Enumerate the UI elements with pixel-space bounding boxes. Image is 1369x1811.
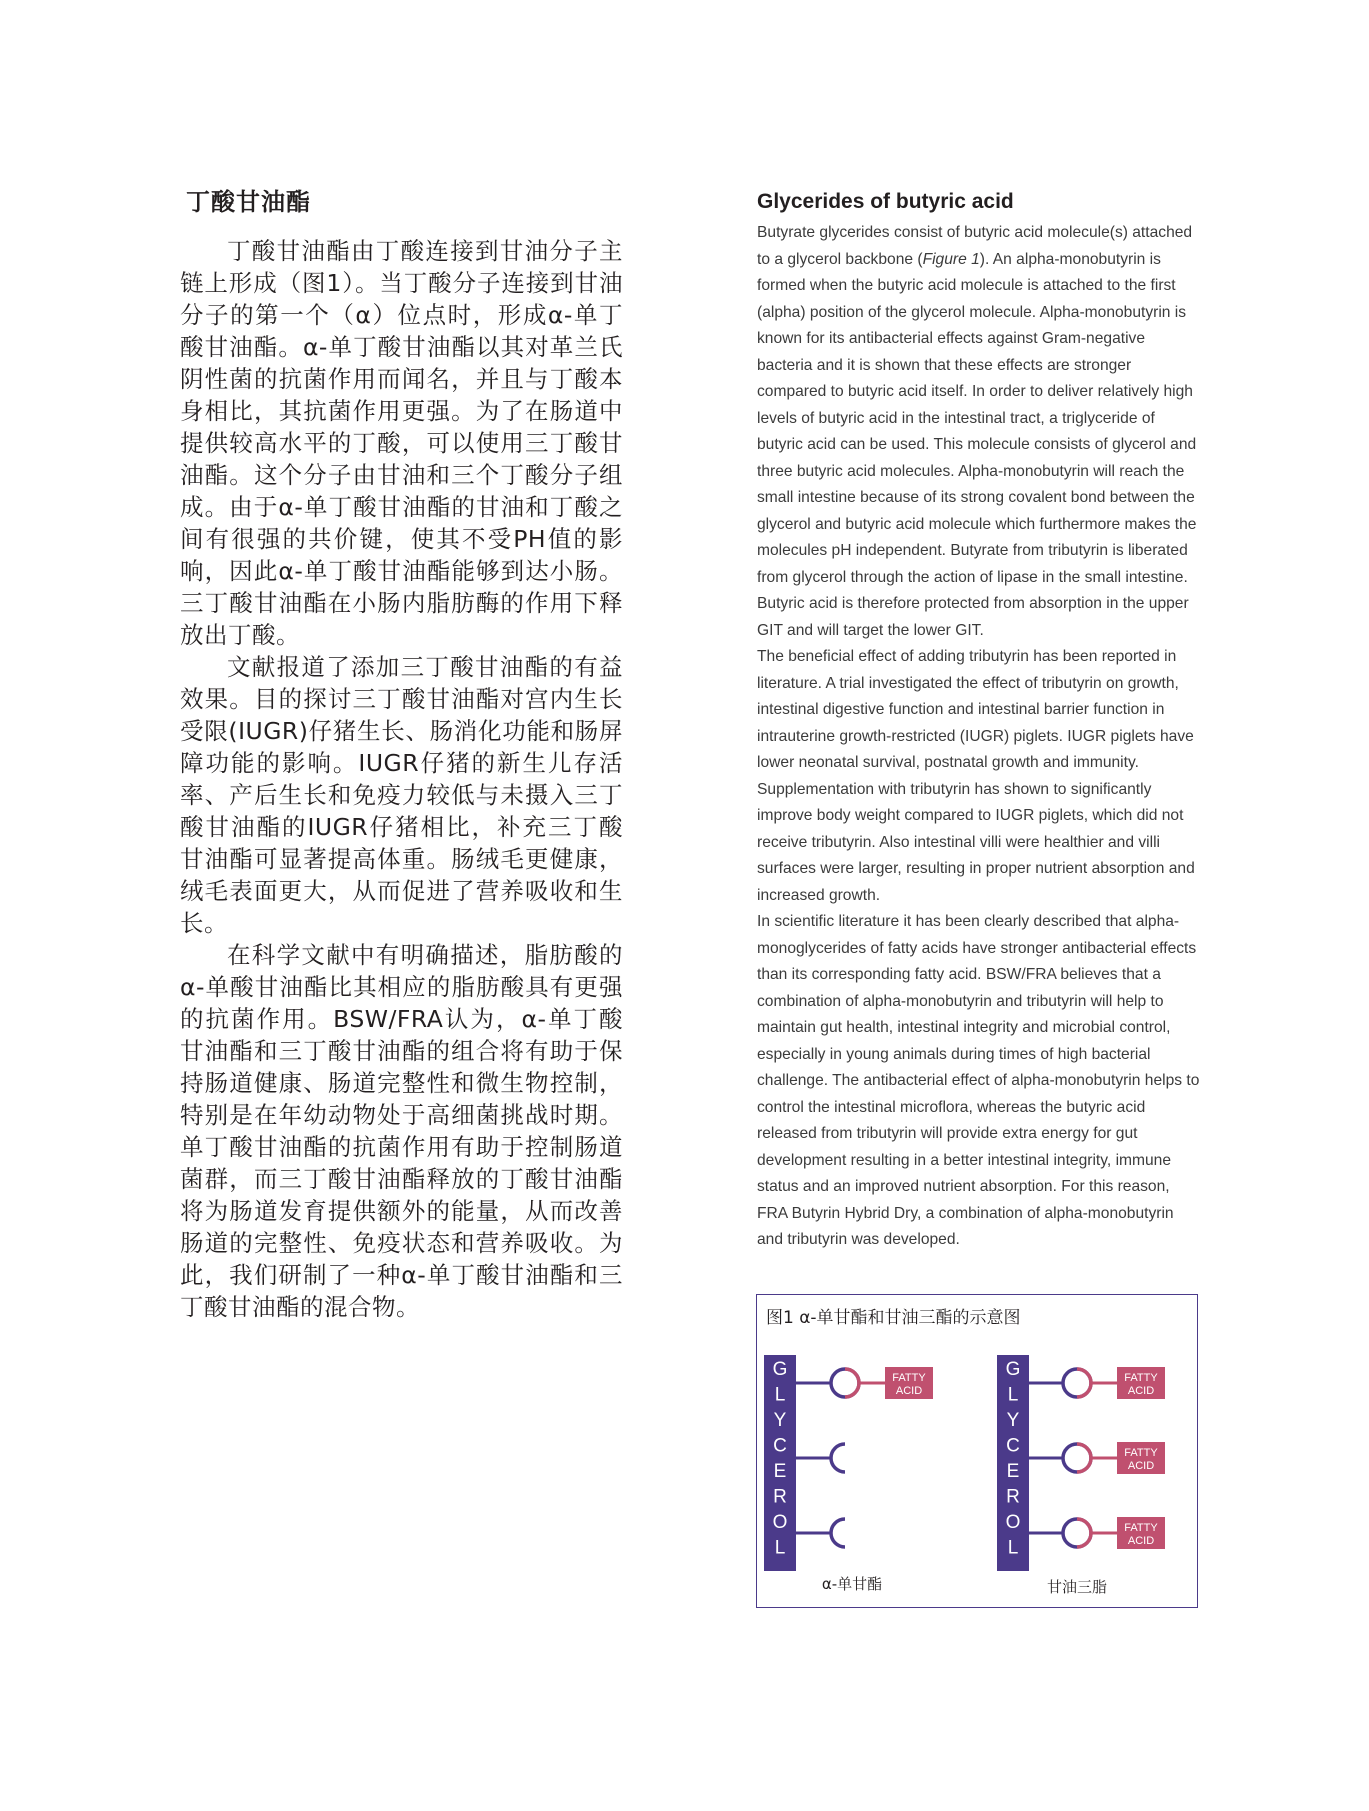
monoglyceride-label: α-单甘酯	[821, 1575, 883, 1593]
glycerol-letter: C	[773, 1435, 787, 1457]
glycerol-letter: L	[774, 1384, 786, 1406]
fatty-acid-label-line2: ACID	[1127, 1535, 1155, 1547]
fatty-acid-label-line2: ACID	[1127, 1385, 1155, 1397]
glycerol-letter: O	[772, 1512, 788, 1533]
glycerol-letter: G	[772, 1359, 788, 1380]
glycerol-letter: R	[1006, 1486, 1020, 1508]
fatty-acid-label-line2: ACID	[895, 1385, 923, 1397]
english-paragraph-1-start: Butyrate glycerides consist of butyric acid molecule(s) attached to a glycerol backbone (	[757, 224, 1193, 268]
fatty-acid-label-line1: FATTY	[1124, 1522, 1158, 1534]
open-hydroxyl-arc	[831, 1444, 845, 1472]
english-paragraph-2: The beneficial effect of adding tributyrin has been reported in literature. A trial investigated the effect of tributyrin on growth, intestinal digestive function and intestinal barrier function in intrauterine growth-restricted (IUGR) piglets. IUGR piglets have lower neonatal survival, postnatal growth and immunity. Supplementation with tributyrin has shown to significantly improve body weight compared to IUGR piglets, which did not receive tributyrin. Also intestinal villi were healthier and villi surfaces were larger, resulting in proper nutrient absorption and increased growth.	[757, 648, 1195, 904]
english-paragraph-1-end: ). An alpha-monobutyrin is formed when the butyric acid molecule is attached to the first (alpha) position of the glycerol molecule. Alpha-monobutyrin is known for its antibacterial effects against Gram-negative bacteria and it is shown that these effects are stronger compared to butyric acid itself. In order to deliver relatively high levels of butyric acid in the intestinal tract, a triglyceride of butyric acid can be used. This molecule consists of glycerol and three butyric acid molecules. Alpha-monobutyrin will reach the small intestine because of its strong covalent bond between the glycerol and butyric acid molecule which furthermore makes the molecules pH independent. Butyrate from tributyrin is liberated from glycerol through the action of lipase in the small intestine. Butyric acid is therefore protected from absorption in the upper GIT and will target the lower GIT.	[757, 250, 1197, 639]
triglyceride-label: 甘油三脂	[1046, 1578, 1108, 1596]
glycerol-letter: Y	[1006, 1410, 1020, 1431]
fatty-acid-label-line1: FATTY	[892, 1372, 926, 1384]
english-paragraph-3: In scientific literature it has been clearly described that alpha-monoglycerides of fatty acids have stronger antibacterial effects than its corresponding fatty acid. BSW/FRA believes that a combination of alpha-monobutyrin and tributyrin will help to maintain gut health, intestinal integrity and microbial control, especially in young animals during times of high bacterial challenge. The antibacterial effect of alpha-monobutyrin helps to control the intestinal microflora, whereas the butyric acid released from tributyrin will provide extra energy for gut development resulting in a better intestinal integrity, immune status and an improved nutrient absorption. For this reason, FRA Butyrin Hybrid Dry, a combination of alpha-monobutyrin and tributyrin was developed.	[757, 913, 1200, 1248]
english-paragraph-1	[757, 220, 1202, 644]
glyceride-diagram	[757, 1295, 1199, 1609]
glycerol-letter: L	[1007, 1537, 1019, 1559]
chinese-column	[180, 182, 623, 1323]
fatty-acid-label-line1: FATTY	[1124, 1447, 1158, 1459]
glycerol-letter: C	[1006, 1435, 1020, 1457]
chinese-paragraph-2: 文献报道了添加三丁酸甘油酯的有益效果。目的探讨三丁酸甘油酯对宫内生长受限(IUGR)仔猪生长、肠消化功能和肠屏障功能的影响。IUGR仔猪的新生儿存活率、产后生长和免疫力较低与未摄入三丁酸甘油酯的IUGR仔猪相比，补充三丁酸甘油酯可显著提高体重。肠绒毛更健康，绒毛表面更大，从而促进了营养吸收和生长。	[180, 653, 623, 937]
fatty-acid-label-line2: ACID	[1127, 1460, 1155, 1472]
glycerol-letter: R	[773, 1486, 787, 1508]
fatty-acid-label-line1: FATTY	[1124, 1372, 1158, 1384]
glycerol-letter: E	[1006, 1461, 1020, 1482]
open-hydroxyl-arc	[831, 1519, 845, 1547]
figure-reference: Figure 1	[922, 250, 980, 268]
figure-1	[756, 1294, 1198, 1608]
english-heading: Glycerides of butyric acid	[757, 190, 1014, 213]
chinese-paragraph-3: 在科学文献中有明确描述，脂肪酸的α-单酸甘油酯比其相应的脂肪酸具有更强的抗菌作用。BSW/FRA认为，α-单丁酸甘油酯和三丁酸甘油酯的组合将有助于保持肠道健康、肠道完整性和微生物控制，特别是在年幼动物处于高细菌挑战时期。单丁酸甘油酯的抗菌作用有助于控制肠道菌群，而三丁酸甘油酯释放的丁酸甘油酯将为肠道发育提供额外的能量，从而改善肠道的完整性、免疫状态和营养吸收。为此，我们研制了一种α-单丁酸甘油酯和三丁酸甘油酯的混合物。	[180, 941, 623, 1321]
chinese-heading: 丁酸甘油酯	[186, 188, 311, 216]
chinese-paragraph-1: 丁酸甘油酯由丁酸连接到甘油分子主链上形成（图1）。当丁酸分子连接到甘油分子的第一个（α）位点时，形成α-单丁酸甘油酯。α-单丁酸甘油酯以其对革兰氏阴性菌的抗菌作用而闻名，并且与丁酸本身相比，其抗菌作用更强。为了在肠道中提供较高水平的丁酸，可以使用三丁酸甘油酯。这个分子由甘油和三个丁酸分子组成。由于α-单丁酸甘油酯的甘油和丁酸之间有很强的共价键，使其不受PH值的影响，因此α-单丁酸甘油酯能够到达小肠。三丁酸甘油酯在小肠内脂肪酶的作用下释放出丁酸。	[180, 237, 623, 649]
figure-caption: 图1 α-单甘酯和甘油三酯的示意图	[766, 1308, 1021, 1328]
glycerol-letter: G	[1005, 1359, 1021, 1380]
glycerol-letter: O	[1005, 1512, 1021, 1533]
glycerol-letter: Y	[773, 1410, 787, 1431]
glycerol-letter: L	[774, 1537, 786, 1559]
glycerol-letter: L	[1007, 1384, 1019, 1406]
glycerol-letter: E	[773, 1461, 787, 1482]
english-column	[757, 190, 1202, 1254]
